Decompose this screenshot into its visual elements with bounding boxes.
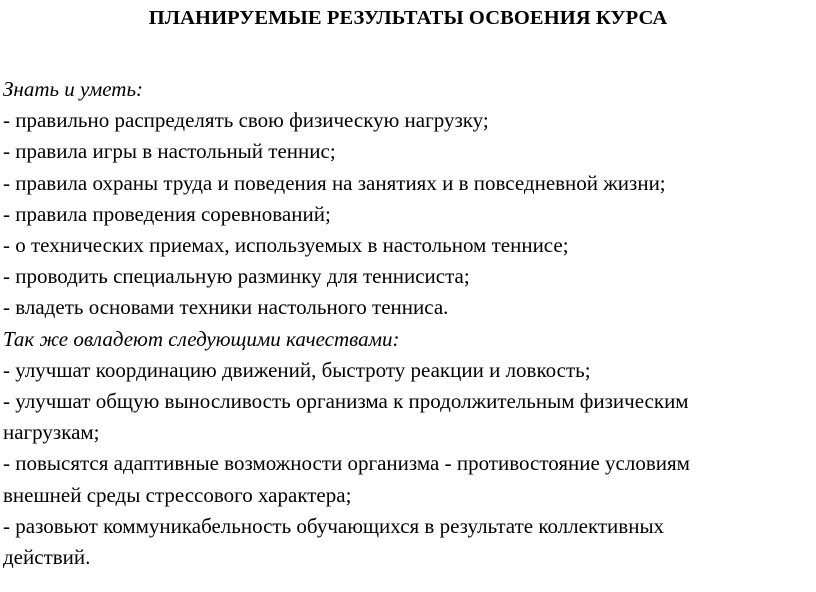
list-item-continuation: действий. [3,545,91,570]
document-body [3,74,813,573]
list-item: - правила охраны труда и поведения на занятиях и в повседневной жизни; [3,170,666,195]
list-item: - владеть основами техники настольного тенниса. [3,295,449,320]
list-item: - улучшат координацию движений, быстроту реакции и ловкость; [3,357,591,382]
list-item-continuation: нагрузкам; [3,420,100,445]
section-heading-qualities: Так же овладеют следующими качествами: [3,326,400,351]
list-item: - правильно распределять свою физическую нагрузку; [3,108,489,133]
list-item: - проводить специальную разминку для теннисиста; [3,264,470,289]
document-title: ПЛАНИРУЕМЫЕ РЕЗУЛЬТАТЫ ОСВОЕНИЯ КУРСА [148,7,668,29]
list-item: - улучшат общую выносливость организма к продолжительным физическим [3,389,689,414]
list-item: - правила игры в настольный теннис; [3,139,336,164]
list-item-continuation: внешней среды стрессового характера; [3,482,352,507]
list-item: - правила проведения соревнований; [3,201,331,226]
list-item: - разовьют коммуникабельность обучающихся в результате коллективных [3,513,665,538]
section-heading-know: Знать и уметь: [3,77,143,101]
list-item: - о технических приемах, используемых в настольном теннисе; [3,233,569,258]
list-item: - повысятся адаптивные возможности организма - противостояние условиям [3,451,690,476]
